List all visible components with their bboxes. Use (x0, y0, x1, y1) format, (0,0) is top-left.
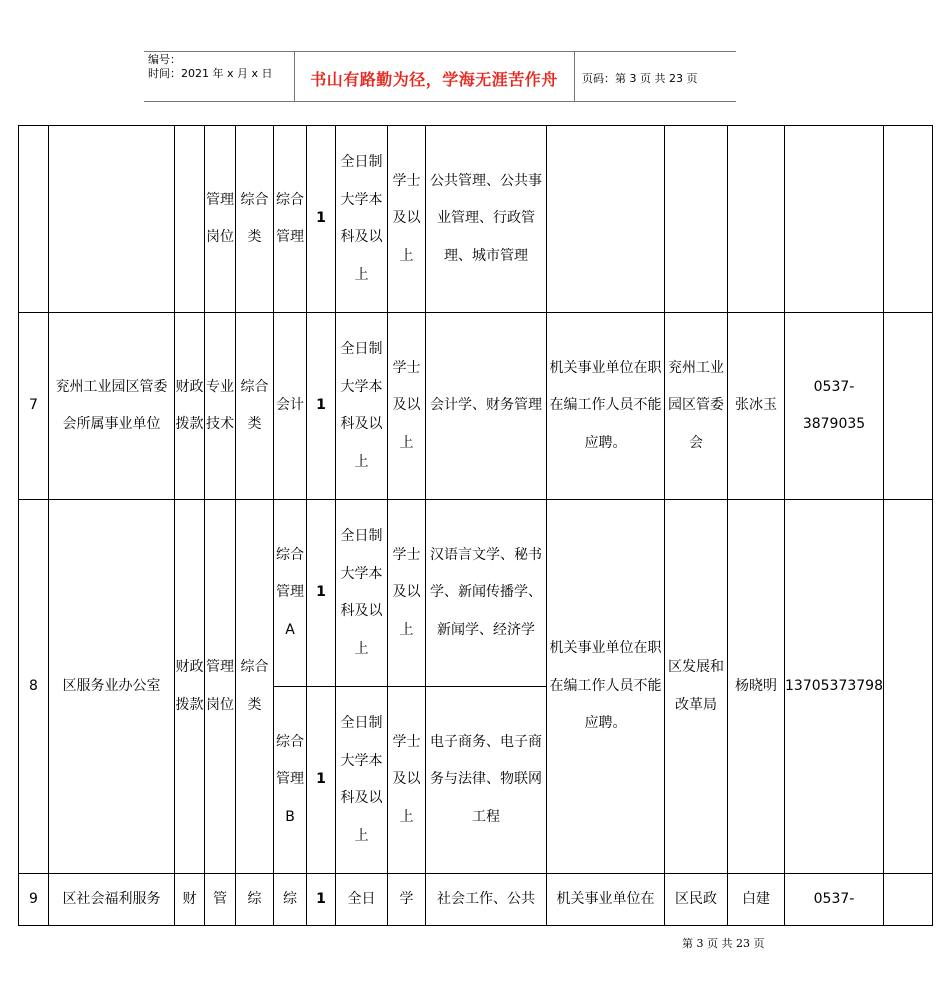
table-row (19, 313, 933, 500)
major: 社会工作、公共 (426, 874, 547, 926)
major: 电子商务、电子商务与法律、物联网工程 (426, 687, 547, 874)
code-label: 编号： (148, 53, 181, 66)
education: 全日制大学本科及以上 (336, 313, 388, 500)
degree: 学 (388, 874, 426, 926)
dept: 区发展和改革局 (665, 500, 728, 874)
category: 综 (236, 874, 274, 926)
major: 公共管理、公共事业管理、行政管理、城市管理 (426, 126, 547, 313)
education: 全日 (336, 874, 388, 926)
post-name: 综合管理 (274, 126, 307, 313)
row-num: 8 (19, 500, 49, 874)
dept: 兖州工业园区管委会 (665, 313, 728, 500)
table-row (19, 500, 933, 687)
hire-count: 1 (307, 874, 336, 926)
post-name: 会计 (274, 313, 307, 500)
hire-count: 1 (307, 126, 336, 313)
phone: 0537- (785, 874, 884, 926)
row-num: 7 (19, 313, 49, 500)
education: 全日制大学本科及以上 (336, 500, 388, 687)
post-type: 管 (205, 874, 236, 926)
phone (785, 126, 884, 313)
contact (728, 126, 785, 313)
education: 全日制大学本科及以上 (336, 126, 388, 313)
contact: 张冰玉 (728, 313, 785, 500)
phone: 0537-3879035 (785, 313, 884, 500)
funding: 财 (175, 874, 205, 926)
degree: 学士及以上 (388, 313, 426, 500)
post-type: 管理岗位 (205, 126, 236, 313)
org-name: 兖州工业园区管委会所属事业单位 (49, 313, 175, 500)
degree: 学士及以上 (388, 500, 426, 687)
hire-count: 1 (307, 687, 336, 874)
header-motto: 书山有路勤为径，学海无涯苦作舟 (310, 70, 558, 89)
extra-col (883, 874, 932, 926)
dept: 区民政 (665, 874, 728, 926)
table-row (19, 126, 933, 313)
category: 综合类 (236, 126, 274, 313)
post-type: 管理岗位 (205, 500, 236, 874)
extra-col (883, 126, 932, 313)
time-label: 时间：2021 年 x 月 x 日 (148, 67, 273, 80)
funding: 财政拨款 (175, 500, 205, 874)
funding: 财政拨款 (175, 313, 205, 500)
post-name: 综合管理B (274, 687, 307, 874)
org-name: 区社会福利服务 (49, 874, 175, 926)
degree: 学士及以上 (388, 126, 426, 313)
note: 机关事业单位在职在编工作人员不能应聘。 (547, 313, 665, 500)
contact: 白建 (728, 874, 785, 926)
table-row (19, 874, 933, 926)
header-meta (148, 53, 273, 81)
funding (175, 126, 205, 313)
org-name (49, 126, 175, 313)
category: 综合类 (236, 313, 274, 500)
post-name: 综合管理A (274, 500, 307, 687)
education: 全日制大学本科及以上 (336, 687, 388, 874)
major: 会计学、财务管理 (426, 313, 547, 500)
major: 汉语言文学、秘书学、新闻传播学、新闻学、经济学 (426, 500, 547, 687)
post-name: 综 (274, 874, 307, 926)
hire-count: 1 (307, 500, 336, 687)
hire-count: 1 (307, 313, 336, 500)
extra-col (883, 500, 932, 874)
degree: 学士及以上 (388, 687, 426, 874)
dept (665, 126, 728, 313)
note: 机关事业单位在职在编工作人员不能应聘。 (547, 500, 665, 874)
category: 综合类 (236, 500, 274, 874)
page-footer: 第 3 页 共 23 页 (682, 937, 765, 950)
note (547, 126, 665, 313)
contact: 杨晓明 (728, 500, 785, 874)
row-num: 9 (19, 874, 49, 926)
note: 机关事业单位在 (547, 874, 665, 926)
org-name: 区服务业办公室 (49, 500, 175, 874)
header-page-label: 页码：第 3 页 共 23 页 (582, 72, 698, 85)
page-header (144, 51, 736, 101)
extra-col (883, 313, 932, 500)
post-type: 专业技术 (205, 313, 236, 500)
recruitment-table (18, 125, 933, 926)
row-num (19, 126, 49, 313)
phone: 13705373798 (785, 500, 884, 874)
